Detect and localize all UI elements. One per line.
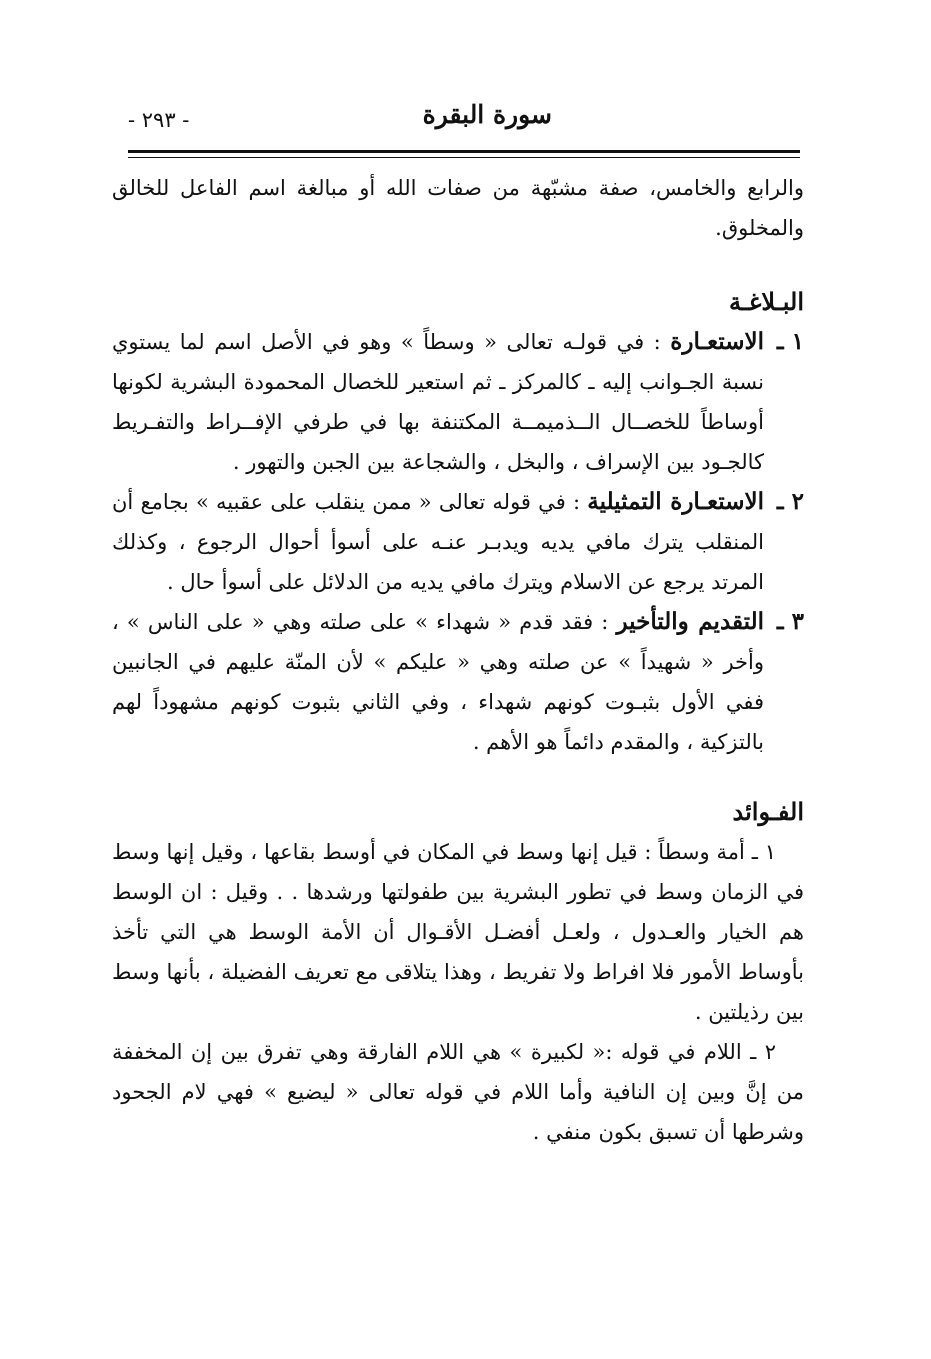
item-number: ١ ـ <box>776 328 804 355</box>
running-title: سورة البقرة <box>422 100 552 129</box>
fawaid-heading: الفـوائد <box>732 797 804 826</box>
balagha-heading: البـلاغـة <box>728 287 804 316</box>
page-header <box>128 100 800 140</box>
fawaid-item-2: ٢ ـ اللام في قوله :« لكبيرة » هي اللام الفارقة وهي تفرق بين إن المخففة من إنَّ وبين إن النافية وأما اللام في قوله تعالى « ليضيع » فهي لام الجحود وشرطها أن تسبق بكون منفي . <box>112 1040 804 1144</box>
balagha-item-2 <box>112 482 804 602</box>
header-rule-thick <box>128 150 800 153</box>
item-text: : فقد قدم « شهداء » على صلته وهي « على الناس » ، وأخر « شهيداً » عن صلته وهي « عليكم » لأن المنّة عليهم في الجانبين ففي الأول بثبـوت كونهم شهداء ، وفي الثاني بثبوت كونهم مشهوداً لهم بالتزكية ، والمقدم دائماً هو الأهم . <box>112 610 764 754</box>
item-text: : في قولـه تعالى « وسطاً » وهو في الأصل اسم لما يستوي نسبة الجـوانب إليه ـ كالمركز ـ ثم استعير للخصال المحمودة البشرية لكونها أوساطاً للخصــال الــذميمــة المكتنفة بها في طرفي الإفــراط والتفـريط كالجـود بين الإسراف ، والبخل ، والشجاعة بين الجبن والتهور . <box>112 330 764 474</box>
item-term: الاستعـارة التمثيلية <box>587 488 764 515</box>
header-rule-thin <box>128 157 800 158</box>
item-term: الاستعـارة <box>670 328 764 355</box>
page-body <box>112 168 804 1152</box>
item-number: ٣ ـ <box>776 608 804 635</box>
page-number: - ٢٩٣ - <box>128 108 190 132</box>
item-term: التقديم والتأخير <box>616 608 764 635</box>
intro-paragraph: والرابع والخامس، صفة مشبّهة من صفات الله أو مبالغة اسم الفاعل للخالق والمخلوق. <box>112 176 804 240</box>
balagha-item-3 <box>112 602 804 762</box>
item-number: ٢ ـ <box>776 488 804 515</box>
item-text: : في قوله تعالى « ممن ينقلب على عقبيه » بجامع أن المنقلب يترك مافي يديه ويدبـر عنـه على أسوأ أحوال الرجوع ، وكذلك المرتد يرجع عن الاسلام ويترك مافي يديه من الدلائل على أسوأ حال . <box>112 490 764 594</box>
fawaid-item-1: ١ ـ أمة وسطاً : قيل إنها وسط في المكان في أوسط بقاعها ، وقيل إنها وسط في الزمان وسط في تطور البشرية بين طفولتها ورشدها . . وقيل : ان الوسط هم الخيار والعـدول ، ولعـل أفضـل الأقـوال أن الأمة الوسط هي التي تأخذ بأوساط الأمور فلا افراط ولا تفريط ، وهذا يتلاقى مع تعريف الفضيلة ، بأنها وسط بين رذيلتين . <box>112 840 804 1024</box>
balagha-item-1 <box>112 322 804 482</box>
